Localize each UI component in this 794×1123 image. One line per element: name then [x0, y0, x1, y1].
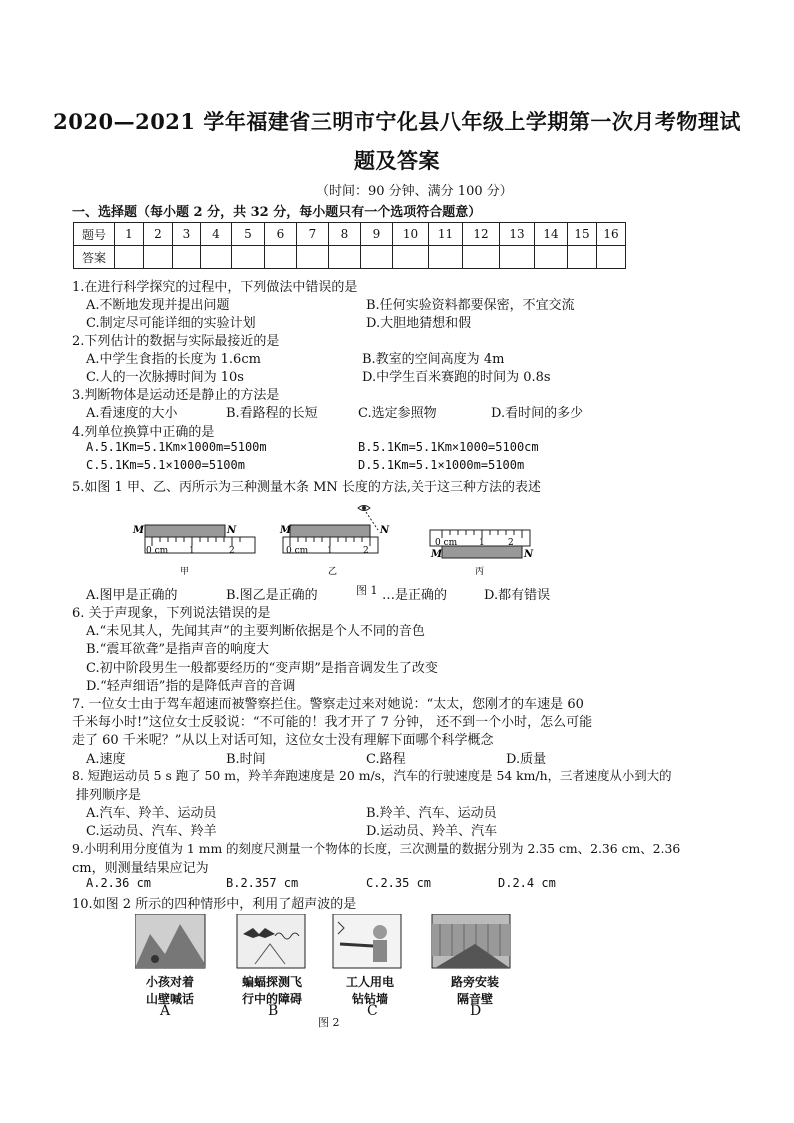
figure2-caption: 图 2 [318, 1016, 340, 1029]
q5-option-b: B.图乙是正确的 [226, 588, 318, 603]
table-cell: 11 [429, 223, 463, 246]
ruler-figure [130, 500, 550, 584]
table-header: 题号 [74, 223, 115, 246]
tick-label-1: 1 [189, 546, 195, 556]
tick-label-1: 1 [327, 546, 333, 556]
label-n: N [380, 525, 390, 536]
label-n: N [524, 549, 534, 560]
fig2-c-label-line2: 钻钻墙 [351, 992, 388, 1006]
q9-line1: 9.小明利用分度值为 1 mm 的刻度尺测量一个物体的长度，三次测量的数据分别为 2.35 cm、2.36 cm、2.36 [72, 841, 681, 856]
q7-option-a: A.速度 [86, 752, 126, 767]
tick-label-2: 2 [363, 546, 369, 556]
answer-cell [361, 246, 393, 269]
q8-option-c: C.运动员、汽车、羚羊 [86, 824, 217, 839]
fig2-letter-a: A [160, 1003, 171, 1019]
q4-option-d: D.5.1Km=5.1×1000m=5100m [358, 458, 525, 472]
fig2-letter-c: C [367, 1003, 378, 1019]
answer-cell [144, 246, 173, 269]
exam-info: （时间：90 分钟、满分 100 分） [316, 184, 513, 199]
q7-option-b: B.时间 [226, 752, 266, 767]
label-bing: 丙 [475, 567, 485, 577]
q6-option-a: A.“未见其人，先闻其声”的主要判断依据是个人不同的音色 [86, 624, 425, 639]
q5-stem: 5.如图 1 甲、乙、丙所示为三种测量木条 MN 长度的方法,关于这三种方法的表述 [72, 480, 542, 495]
q7-option-d: D.质量 [506, 752, 547, 767]
fig2-c-label [335, 973, 405, 1007]
q5-option-c: …是正确的 [382, 588, 448, 603]
label-n: N [227, 525, 237, 536]
fig2-c-label-line1: 工人用电 [345, 975, 394, 989]
fig2-a-label-line2: 山壁喊话 [145, 992, 194, 1006]
q2-option-d: D.中学生百米赛跑的时间为 0.8s [362, 370, 551, 385]
answer-cell [329, 246, 361, 269]
table-cell: 8 [329, 223, 361, 246]
figure2-images [135, 914, 515, 974]
label-m: M [431, 549, 443, 560]
q2-stem: 2.下列估计的数据与实际最接近的是 [72, 334, 280, 349]
ruler-yi [279, 506, 390, 578]
table-header: 答案 [74, 246, 115, 269]
q9-option-a: A.2.36 cm [86, 876, 152, 890]
q1-option-b: B.任何实验资料都要保密，不宜交流 [366, 298, 575, 313]
q4-option-a: A.5.1Km=5.1Km×1000m=5100m [86, 440, 267, 454]
fig2-b-label-line1: 蝙蝠探测飞 [241, 975, 302, 989]
image-d-sound-barrier [432, 914, 510, 968]
q4-option-c: C.5.1Km=5.1×1000=5100m [86, 458, 245, 472]
q6-option-d: D.“轻声细语”指的是降低声音的音调 [86, 679, 296, 694]
q3-option-c: C.选定参照物 [358, 406, 437, 421]
q7-option-c: C.路程 [366, 752, 406, 767]
tick-label-2: 2 [508, 538, 514, 548]
table-row-answers [74, 246, 626, 269]
q3-stem: 3.判断物体是运动还是静止的方法是 [72, 388, 280, 403]
fig2-d-label [440, 973, 510, 1007]
table-cell: 1 [115, 223, 144, 246]
answer-cell [232, 246, 265, 269]
q9-option-d: D.2.4 cm [498, 876, 556, 890]
table-cell: 3 [173, 223, 201, 246]
q9-line2: cm，则测量结果应记为 [72, 861, 209, 876]
q8-option-a: A.汽车、羚羊、运动员 [86, 806, 217, 821]
q2-option-a: A.中学生食指的长度为 1.6cm [86, 352, 261, 367]
table-cell: 14 [535, 223, 568, 246]
q9-option-c: C.2.35 cm [366, 876, 432, 890]
table-cell: 4 [201, 223, 232, 246]
q6-stem: 6. 关于声现象，下列说法错误的是 [72, 606, 271, 621]
table-cell: 16 [597, 223, 626, 246]
table-cell: 5 [232, 223, 265, 246]
q5-option-a: A.图甲是正确的 [86, 588, 178, 603]
image-b-bat-ultrasound [237, 914, 305, 968]
q2-option-c: C.人的一次脉搏时间为 10s [86, 370, 244, 385]
answer-cell [115, 246, 144, 269]
answer-cell [463, 246, 500, 269]
fig2-letter-b: B [268, 1003, 279, 1019]
q8-line2: 排列顺序是 [76, 788, 142, 803]
answer-cell [535, 246, 568, 269]
fig2-a-label-line1: 小孩对着 [145, 975, 194, 989]
answer-cell [597, 246, 626, 269]
q1-option-c: C.制定尽可能详细的实验计划 [86, 316, 256, 331]
section-heading: 一、选择题（每小题 2 分，共 32 分，每小题只有一个选项符合题意） [72, 205, 482, 220]
table-cell: 10 [393, 223, 429, 246]
q1-stem: 1.在进行科学探究的过程中，下列做法中错误的是 [72, 280, 358, 295]
fig2-d-label-line1: 路旁安装 [450, 975, 499, 989]
table-cell: 9 [361, 223, 393, 246]
answer-cell [173, 246, 201, 269]
fig2-b-label-line2: 行中的障碍 [241, 992, 302, 1006]
q7-line1: 7. 一位女士由于驾车超速而被警察拦住。警察走过来对她说：“太太，您刚才的车速是 60 [72, 697, 584, 712]
fig2-b-label [232, 973, 312, 1007]
q3-option-b: B.看路程的长短 [226, 406, 318, 421]
fig2-letter-d: D [470, 1003, 482, 1019]
label-m: M [280, 525, 292, 536]
q3-option-a: A.看速度的大小 [86, 406, 178, 421]
fig2-a-label [140, 973, 200, 1007]
q5-option-d: D.都有错误 [484, 588, 551, 603]
q7-line2: 千米每小时!”这位女士反驳说：“不可能的！我才开了 7 分钟， 还不到一个小时，怎么可能 [72, 715, 593, 730]
ruler-jia [132, 525, 255, 577]
q10-stem: 10.如图 2 所示的四种情形中，利用了超声波的是 [72, 897, 357, 912]
q6-option-b: B.“震耳欲聋”是指声音的响度大 [86, 642, 269, 657]
q8-option-b: B.羚羊、汽车、运动员 [366, 806, 497, 821]
table-row-numbers [74, 223, 626, 246]
doc-title-line2: 题及答案 [354, 148, 440, 173]
answer-cell [201, 246, 232, 269]
answer-cell [393, 246, 429, 269]
tick-label-2: 2 [229, 546, 235, 556]
label-yi: 乙 [328, 567, 338, 577]
q8-option-d: D.运动员、羚羊、汽车 [366, 824, 498, 839]
answer-cell [297, 246, 329, 269]
q2-option-b: B.教室的空间高度为 4m [362, 352, 505, 367]
figure1-caption: 图 1 [356, 584, 378, 597]
q3-option-d: D.看时间的多少 [491, 406, 584, 421]
tick-label-0: 0 cm [146, 546, 169, 556]
tick-label-1: 1 [479, 538, 485, 548]
table-cell: 15 [568, 223, 597, 246]
answer-cell [265, 246, 297, 269]
table-cell: 6 [265, 223, 297, 246]
q8-line1: 8. 短跑运动员 5 s 跑了 50 m，羚羊奔跑速度是 20 m/s，汽车的行驶速度是 54 km/h，三者速度从小到大的 [72, 768, 672, 783]
image-a-mountain-shout [135, 914, 205, 968]
tick-label-0: 0 cm [286, 546, 309, 556]
table-cell: 2 [144, 223, 173, 246]
table-cell: 12 [463, 223, 500, 246]
image-c-electric-drill [333, 914, 401, 968]
answer-cell [568, 246, 597, 269]
doc-title-line1: 2020—2021 学年福建省三明市宁化县八年级上学期第一次月考物理试 [53, 109, 741, 134]
answer-cell [500, 246, 535, 269]
table-cell: 7 [297, 223, 329, 246]
q7-line3: 走了 60 千米呢？”从以上对话可知，这位女士没有理解下面哪个科学概念 [72, 733, 494, 748]
answer-table [73, 222, 626, 269]
q1-option-a: A.不断地发现并提出问题 [86, 298, 230, 313]
label-jia: 甲 [180, 567, 190, 577]
q9-option-b: B.2.357 cm [226, 876, 299, 890]
answer-cell [429, 246, 463, 269]
q4-stem: 4.列单位换算中正确的是 [72, 425, 215, 440]
fig2-d-label-line2: 隔音壁 [456, 992, 493, 1006]
ruler-bing [430, 530, 534, 577]
q4-option-b: B.5.1Km=5.1Km×1000=5100cm [358, 440, 539, 454]
q6-option-c: C.初中阶段男生一般都要经历的“变声期”是指音调发生了改变 [86, 661, 438, 676]
table-cell: 13 [500, 223, 535, 246]
tick-label-0: 0 cm [435, 538, 458, 548]
q1-option-d: D.大胆地猜想和假 [366, 316, 472, 331]
label-m: M [133, 525, 145, 536]
